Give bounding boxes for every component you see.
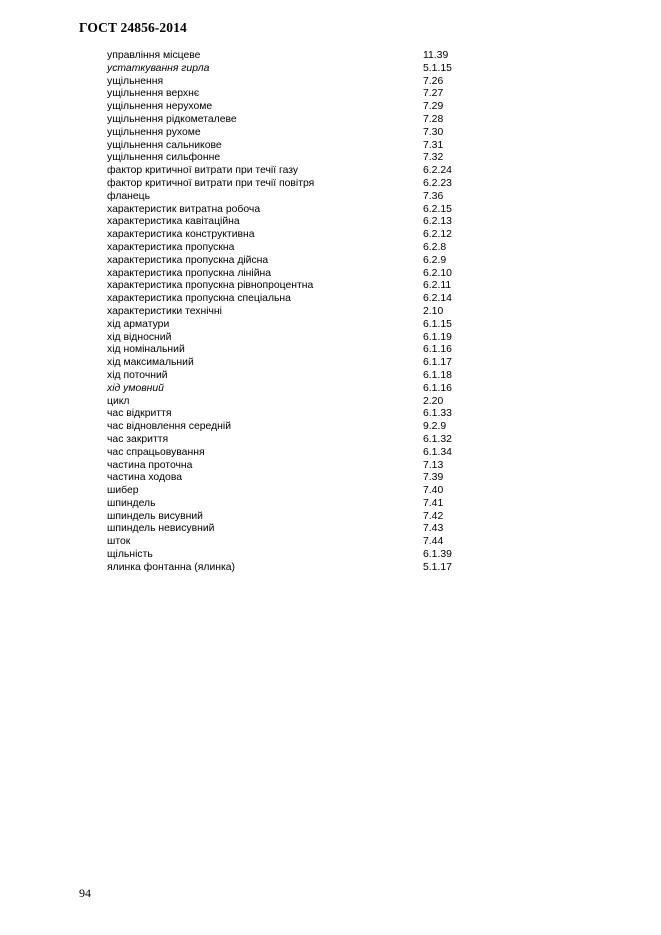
index-reference: 7.43 xyxy=(423,523,444,535)
index-reference: 6.1.19 xyxy=(423,331,452,343)
index-reference: 6.2.13 xyxy=(423,216,452,228)
index-reference: 7.41 xyxy=(423,497,444,509)
index-reference: 7.32 xyxy=(423,152,444,164)
index-entry xyxy=(107,511,487,524)
index-term: характеристика пропускна xyxy=(107,241,235,253)
index-reference: 7.39 xyxy=(423,472,444,484)
index-reference: 6.2.23 xyxy=(423,177,452,189)
index-term: ущільнення сильфонне xyxy=(107,152,221,164)
index-reference: 2.10 xyxy=(423,305,444,317)
index-entry xyxy=(107,396,487,409)
index-reference: 6.2.24 xyxy=(423,165,452,177)
index-term: шибер xyxy=(107,485,139,497)
index-entry xyxy=(107,383,487,396)
index-entry xyxy=(107,357,487,370)
index-term: управління місцеве xyxy=(107,50,201,61)
index-term: фактор критичної витрати при течії газу xyxy=(107,165,299,177)
index-term: характеристика конструктивна xyxy=(107,229,255,241)
page-number: 94 xyxy=(79,886,91,900)
index-reference: 6.1.34 xyxy=(423,446,452,458)
index-entry xyxy=(107,178,487,191)
index-term: хід максимальний xyxy=(107,357,194,369)
index-term: ущільнення рідкометалеве xyxy=(107,113,237,125)
index-term: характеристика пропускна рівнопроцентна xyxy=(107,280,314,292)
index-reference: 6.2.12 xyxy=(423,229,452,241)
index-reference: 6.1.39 xyxy=(423,549,452,561)
index-entry xyxy=(107,536,487,549)
index-entry xyxy=(107,216,487,229)
index-term: час відкриття xyxy=(107,408,172,420)
index-entry xyxy=(107,434,487,447)
index-entry xyxy=(107,101,487,114)
index-term: устаткування гирла xyxy=(107,62,210,74)
index-entry xyxy=(107,306,487,319)
index-reference: 7.44 xyxy=(423,536,444,548)
index-entry xyxy=(107,140,487,153)
index-reference: 6.1.15 xyxy=(423,318,452,330)
index-reference: 7.29 xyxy=(423,101,444,113)
index-entry xyxy=(107,523,487,536)
index-term: час закриття xyxy=(107,433,169,445)
document-header xyxy=(79,20,187,36)
index-entry xyxy=(107,127,487,140)
index-entry xyxy=(107,114,487,127)
index-term: шпиндель невисувний xyxy=(107,523,215,535)
index-entry xyxy=(107,370,487,383)
index-reference: 6.2.10 xyxy=(423,267,452,279)
index-term: ялинка фонтанна (ялинка) xyxy=(107,561,236,573)
index-reference: 7.31 xyxy=(423,139,444,151)
index-reference: 6.2.8 xyxy=(423,241,447,253)
index-entry xyxy=(107,165,487,178)
index-term: характеристика пропускна спеціальна xyxy=(107,293,291,305)
index-entry xyxy=(107,485,487,498)
index-term: час відновлення середній xyxy=(107,421,232,433)
index-term: частина ходова xyxy=(107,472,183,484)
index-reference: 7.27 xyxy=(423,88,444,100)
index-entry xyxy=(107,242,487,255)
index-term: частина проточна xyxy=(107,459,193,471)
index-reference: 6.1.33 xyxy=(423,408,452,420)
index-reference: 5.1.15 xyxy=(423,62,452,74)
alphabetical-index xyxy=(107,50,487,575)
index-entry xyxy=(107,447,487,460)
index-term: хід відносний xyxy=(107,331,172,343)
index-reference: 11.39 xyxy=(423,50,449,61)
index-term: щільність xyxy=(107,549,153,561)
index-term: ущільнення нерухоме xyxy=(107,101,213,113)
index-term: фланець xyxy=(107,190,151,202)
index-term: шпиндель xyxy=(107,497,156,509)
index-reference: 6.1.18 xyxy=(423,369,452,381)
index-term: ущільнення xyxy=(107,75,164,87)
index-entry xyxy=(107,472,487,485)
index-entry xyxy=(107,204,487,217)
index-reference: 7.40 xyxy=(423,485,444,497)
index-entry xyxy=(107,460,487,473)
index-reference: 7.36 xyxy=(423,190,444,202)
index-term: ущільнення рухоме xyxy=(107,126,201,138)
index-entry xyxy=(107,421,487,434)
index-term: ущільнення верхнє xyxy=(107,88,200,100)
index-entry xyxy=(107,50,487,63)
index-term: хід арматури xyxy=(107,318,170,330)
index-entry xyxy=(107,191,487,204)
index-reference: 6.2.14 xyxy=(423,293,452,305)
index-entry xyxy=(107,293,487,306)
index-term: характеристики технічні xyxy=(107,305,222,317)
index-reference: 6.2.11 xyxy=(423,280,452,292)
index-reference: 2.20 xyxy=(423,395,444,407)
index-entry xyxy=(107,152,487,165)
index-entry xyxy=(107,332,487,345)
index-term: характеристика кавітаційна xyxy=(107,216,240,228)
index-term: шпиндель висувний xyxy=(107,510,203,522)
index-term: шток xyxy=(107,536,131,548)
index-reference: 7.42 xyxy=(423,510,444,522)
index-term: хід номінальний xyxy=(107,344,185,356)
index-reference: 7.28 xyxy=(423,113,444,125)
index-entry xyxy=(107,498,487,511)
index-reference: 7.30 xyxy=(423,126,444,138)
index-entry xyxy=(107,319,487,332)
index-reference: 7.13 xyxy=(423,459,444,471)
index-term: характеристика пропускна дійсна xyxy=(107,254,269,266)
index-entry xyxy=(107,255,487,268)
index-entry xyxy=(107,344,487,357)
index-term: хід умовний xyxy=(107,382,164,394)
index-reference: 6.1.17 xyxy=(423,357,452,369)
index-term: фактор критичної витрати при течії повітря xyxy=(107,177,315,189)
index-reference: 7.26 xyxy=(423,75,444,87)
index-reference: 9.2.9 xyxy=(423,421,447,433)
index-entry xyxy=(107,268,487,281)
index-reference: 6.2.9 xyxy=(423,254,447,266)
index-entry xyxy=(107,408,487,421)
index-entry xyxy=(107,549,487,562)
index-term: час спрацьовування xyxy=(107,446,205,458)
index-reference: 6.1.16 xyxy=(423,382,452,394)
index-reference: 5.1.17 xyxy=(423,561,452,573)
index-term: ущільнення сальникове xyxy=(107,139,222,151)
index-term: хід поточний xyxy=(107,369,168,381)
index-reference: 6.1.16 xyxy=(423,344,452,356)
index-entry xyxy=(107,88,487,101)
index-term: характеристика пропускна лінійна xyxy=(107,267,272,279)
index-entry xyxy=(107,76,487,89)
index-entry xyxy=(107,562,487,575)
index-entry xyxy=(107,280,487,293)
index-entry xyxy=(107,229,487,242)
index-entry xyxy=(107,63,487,76)
index-reference: 6.2.15 xyxy=(423,203,452,215)
standard-title: ГОСТ 24856-2014 xyxy=(79,20,187,35)
index-term: цикл xyxy=(107,395,130,407)
index-term: характеристик витратна робоча xyxy=(107,203,261,215)
index-reference: 6.1.32 xyxy=(423,433,452,445)
